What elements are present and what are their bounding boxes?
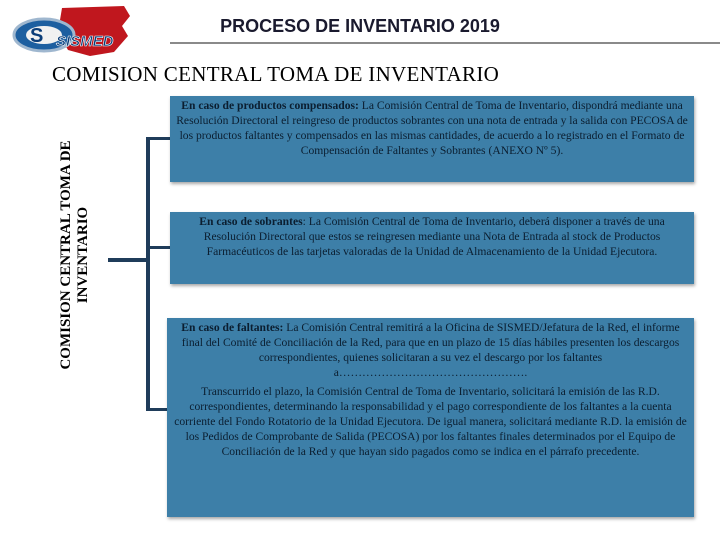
connector-branch-2 — [146, 246, 170, 249]
box-lead: En caso de productos compensados: — [181, 99, 359, 112]
box-paragraph-2: Transcurrido el plazo, la Comisión Central de Toma de Inventario, solicitará la emisión de las R.D. correspondientes, determinando la responsabilidad y el pago correspondiente de los faltantes a la cuenta corriente del Fondo Rotatorio de la Unidad Ejecutora. De igual manera, solicitará mediante R.D. la emisión de los Pedidos de Comprobante de Salida (PECOSA) por los faltantes finales determinados por el Equipo de Conciliación de la Red y que hayan sido pagados como se indica en el párrafo precedente. — [174, 385, 687, 458]
box-body: La Comisión Central de Toma de Inventario, dispondrá mediante una Resolución Directoral el reingreso de productos sobrantes con una nota de entrada y la salida con PECOSA de los productos faltantes y compensados en las mismas cantidades, de acuerdo a lo registrado en el Formato de Compensación de Faltantes y Sobrantes (ANEXO Nº 5). — [176, 99, 688, 157]
info-box-faltantes — [167, 318, 694, 517]
header-rule — [170, 42, 720, 44]
box-body: La Comisión Central remitirá a la Oficina de SISMED/Jefatura de la Red, el informe final del Comité de Conciliación de la Red, para que en un plazo de 15 días hábiles presenten los descargos correspondientes, quienes solicitaran a su vez el descargo por los faltantes a…………………………………………. — [181, 321, 680, 379]
connector-branch-3 — [146, 408, 168, 411]
box-lead: En caso de sobrantes — [199, 215, 303, 228]
connector-branch-1 — [146, 137, 170, 140]
box-body: : La Comisión Central de Toma de Inventario, deberá disponer a través de una Resolución Directoral que estos se reingresen mediante una Nota de Entrada al stock de Productos Farmacéuticos de las tarjetas valoradas de la Unidad de Almacenamiento de la Unidad Ejecutora. — [203, 215, 665, 258]
sismed-logo — [4, 2, 134, 60]
svg-text:S: S — [30, 25, 44, 47]
info-box-sobrantes — [170, 212, 694, 284]
box-lead: En caso de faltantes: — [181, 321, 284, 334]
svg-text:SISMED: SISMED — [56, 33, 114, 50]
slide-title: PROCESO DE INVENTARIO 2019 — [220, 16, 500, 36]
side-label: COMISION CENTRAL TOMA DE INVENTARIO — [58, 140, 91, 370]
connector-vertical — [146, 137, 150, 411]
info-box-compensados — [170, 96, 694, 182]
section-subtitle: COMISION CENTRAL TOMA DE INVENTARIO — [52, 62, 500, 86]
side-label-box — [46, 96, 104, 414]
connector-left-stub — [108, 258, 148, 262]
